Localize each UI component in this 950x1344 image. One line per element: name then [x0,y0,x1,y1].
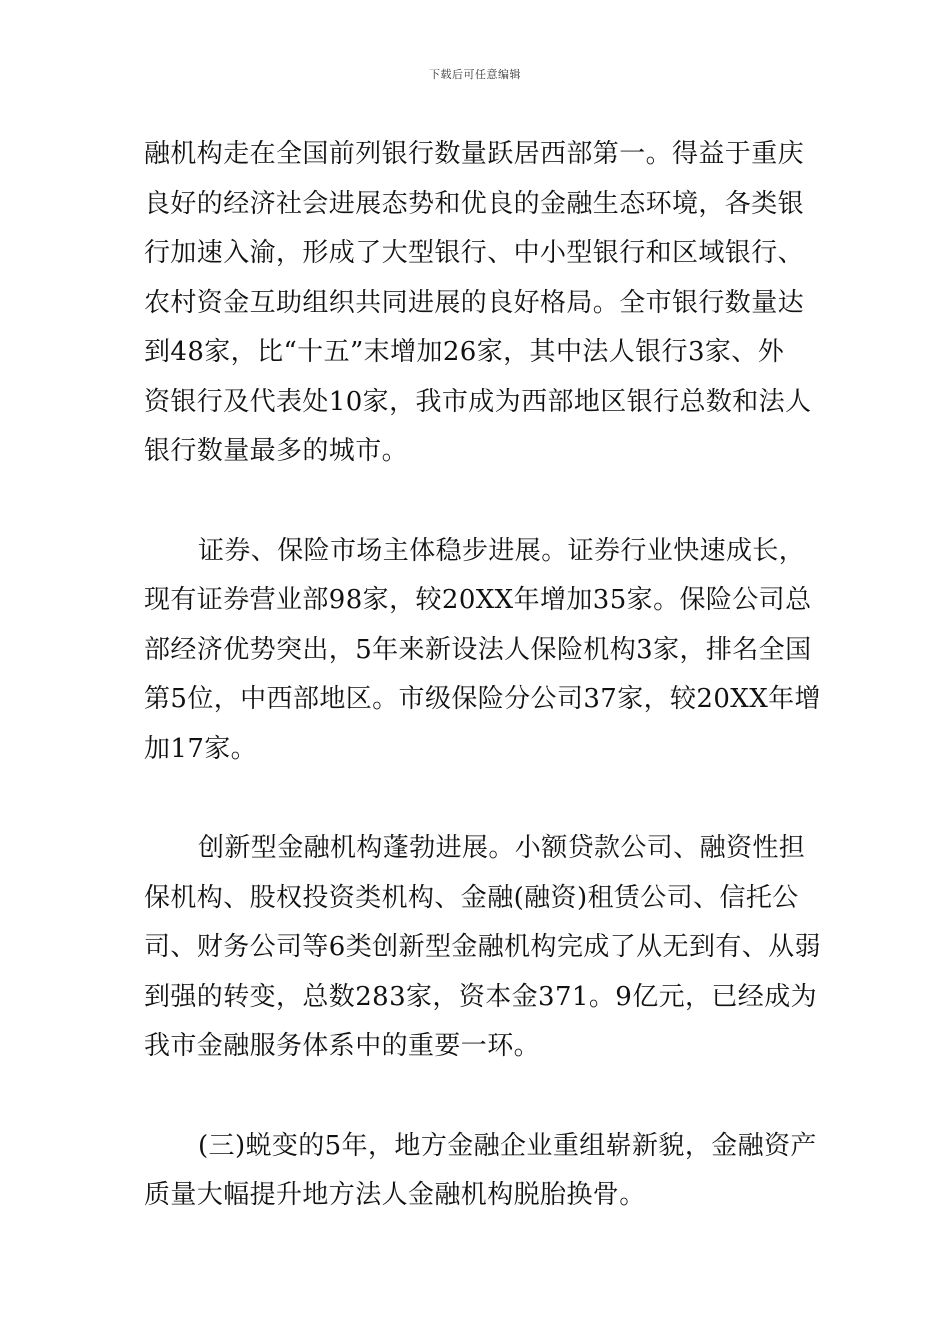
paragraph-spacer [144,774,814,824]
paragraph-line: 农村资金互助组织共同进展的良好格局。全市银行数量达 [144,287,805,318]
paragraph-innovative-institutions [144,824,821,1072]
paragraph-line: 行加速入渝，形成了大型银行、中小型银行和区域银行、 [144,238,805,268]
paragraph-line: 到强的转变，总数283家，资本金371。9亿元，已经成为 [144,981,817,1012]
paragraph-spacer [144,1072,814,1122]
paragraph-line: 证券、保险市场主体稳步进展。证券行业快速成长， [198,535,806,566]
paragraph-securities-insurance [144,527,821,775]
paragraph-banks [144,130,814,477]
paragraph-spacer [144,477,814,527]
paragraph-line: 保机构、股权投资类机构、金融(融资)租赁公司、信托公 [144,882,799,913]
paragraph-line: 质量大幅提升地方法人金融机构脱胎换骨。 [144,1180,646,1210]
paragraph-line: 加17家。 [144,733,258,764]
paragraph-line: 第5位，中西部地区。市级保险分公司37家，较20XX年增 [144,684,821,714]
paragraph-line: 我市金融服务体系中的重要一环。 [144,1031,541,1061]
page-header-note: 下载后可任意编辑 [429,68,521,81]
paragraph-line: 银行数量最多的城市。 [144,436,409,466]
paragraph-line: 创新型金融机构蓬勃进展。小额贷款公司、融资性担 [198,833,806,863]
paragraph-line: 司、财务公司等6类创新型金融机构完成了从无到有、从弱 [144,932,821,962]
paragraph-line: 部经济优势突出，5年来新设法人保险机构3家，排名全国 [144,634,812,665]
paragraph-line: 资银行及代表处10家，我市成为西部地区银行总数和法人 [144,386,812,417]
paragraph-line: 到48家，比“十五”末增加26家，其中法人银行3家、外 [144,337,785,367]
paragraph-line: (三)蜕变的5年，地方金融企业重组崭新貌，金融资产 [198,1130,817,1161]
paragraph-line: 融机构走在全国前列银行数量跃居西部第一。得益于重庆 [144,139,805,169]
paragraph-line: 现有证券营业部98家，较20XX年增加35家。保险公司总 [144,585,812,615]
document-body [144,130,821,1221]
paragraph-section-three [144,1122,817,1221]
paragraph-line: 良好的经济社会进展态势和优良的金融生态环境，各类银 [144,188,805,219]
